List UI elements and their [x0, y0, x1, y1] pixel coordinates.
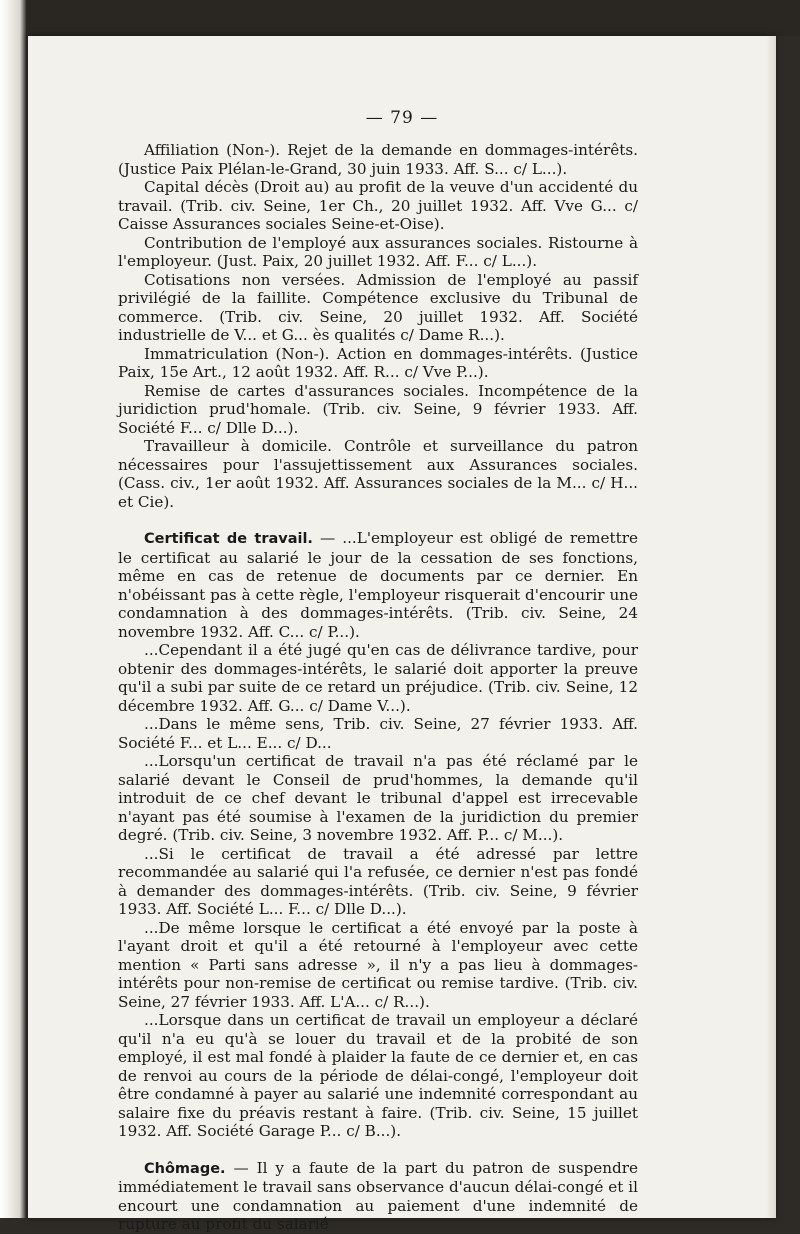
chomage-text: — Il y a faute de la part du patron de suspendre immédiatement le travail sans observance d'aucun délai-congé et il encourt une condamnation au paiement d'une indemnité de rupture au profit du salarié: [118, 1158, 638, 1233]
certificat-paragraph: ...Si le certificat de travail a été adressé par lettre recommandée au salarié qui l'a refusée, ce dernier n'est pas fondé à demander des dommages-intérêts. (Trib. civ. Seine, 9 février 1933. Aff. Société L... F... c/ Dlle D...).: [118, 844, 638, 918]
document-page: [28, 36, 776, 1233]
adjacent-page-edge: [0, 0, 26, 1218]
section-gap: [118, 1141, 638, 1159]
entry-capital-deces: Capital décès (Droit au) au profit de la veuve d'un accidenté du travail. (Trib. civ. Seine, 1er Ch., 20 juillet 1932. Aff. Vve G... c/ Caisse Assurances sociales Seine-et-Oise).: [118, 178, 638, 233]
entry-affiliation: Affiliation (Non-). Rejet de la demande en dommages-intérêts. (Justice Paix Plélan-le-Grand, 30 juin 1933. Aff. S... c/ L...).: [118, 141, 638, 178]
entry-cotisations: Cotisations non versées. Admission de l'employé au passif privilégié de la faillite. Compétence exclusive du Tribunal de commerce. (Trib. civ. Seine, 20 juillet 1932. Aff. Société industrielle de V... et G... ès qualités c/ Dame R...).: [118, 270, 638, 344]
scan-background: [26, 0, 800, 36]
page-text: [118, 141, 638, 1234]
entry-remise-cartes: Remise de cartes d'assurances sociales. Incompétence de la juridiction prud'homale. (Trib. civ. Seine, 9 février 1933. Aff. Société F... c/ Dlle D...).: [118, 381, 638, 437]
certificat-intro-paragraph: [118, 529, 638, 641]
chomage-heading: Chômage.: [144, 1160, 226, 1177]
certificat-intro: — ...L'employeur est obligé de remettre le certificat au salarié le jour de la cessation de ses fonctions, même en cas de retenue de documents par ce dernier. En n'obéissant pas à cette règle, l'employeur risquerait d'encourir une condamnation à des dommages-intérêts. (Trib. civ. Seine, 24 novembre 1932. Aff. C... c/ P...).: [118, 529, 638, 641]
certificat-paragraph: ...Cependant il a été jugé qu'en cas de délivrance tardive, pour obtenir des dommages-intérêts, le salarié doit apporter la preuve qu'il a subi par suite de ce retard un préjudice. (Trib. civ. Seine, 12 décembre 1932. Aff. G... c/ Dame V...).: [118, 641, 638, 715]
certificat-paragraph: ...Lorsque dans un certificat de travail un employeur a déclaré qu'il n'a eu qu'à se louer du travail et de la probité de son employé, il est mal fondé à plaider la faute de ce dernier et, en cas de renvoi au cours de la période de délai-congé, l'employeur doit être condamné à payer au salarié une indemnité correspondant au salaire fixe du préavis restant à faire. (Trib. civ. Seine, 15 juillet 1932. Aff. Société Garage P... c/ B...).: [118, 1011, 638, 1140]
entry-immatriculation: Immatriculation (Non-). Action en dommages-intérêts. (Justice Paix, 15e Art., 12 août 1932. Aff. R... c/ Vve P...).: [118, 344, 638, 381]
section-gap: [118, 511, 638, 529]
page-number: — 79 —: [365, 108, 439, 128]
entry-travailleur-domicile: Travailleur à domicile. Contrôle et surveillance du patron nécessaires pour l'assujettissement aux Assurances sociales. (Cass. civ., 1er août 1932. Aff. Assurances sociales de la M... c/ H... et Cie).: [118, 437, 638, 511]
chomage-paragraph: [118, 1159, 638, 1234]
page-edge-shadow: [766, 36, 776, 1218]
certificat-paragraph: ...Dans le même sens, Trib. civ. Seine, 27 février 1933. Aff. Société F... et L... E... c/ D...: [118, 715, 638, 752]
certificat-paragraph: ...De même lorsque le certificat a été envoyé par la poste à l'ayant droit et qu'il a été retourné à l'employeur avec cette mention « Parti sans adresse », il n'y a pas lieu à dommages-intérêts pour non-remise de certificat ou remise tardive. (Trib. civ. Seine, 27 février 1933. Aff. L'A... c/ R...).: [118, 918, 638, 1011]
entry-contribution: Contribution de l'employé aux assurances sociales. Ristourne à l'employeur. (Just. Paix, 20 juillet 1932. Aff. F... c/ L...).: [118, 233, 638, 270]
certificat-heading: Certificat de travail.: [144, 531, 313, 547]
certificat-paragraph: ...Lorsqu'un certificat de travail n'a pas été réclamé par le salarié devant le Conseil de prud'hommes, la demande qu'il introduit de ce chef devant le tribunal d'appel est irrecevable n'ayant pas été soumise à l'examen de la juridiction du premier degré. (Trib. civ. Seine, 3 novembre 1932. Aff. P... c/ M...).: [118, 752, 638, 844]
